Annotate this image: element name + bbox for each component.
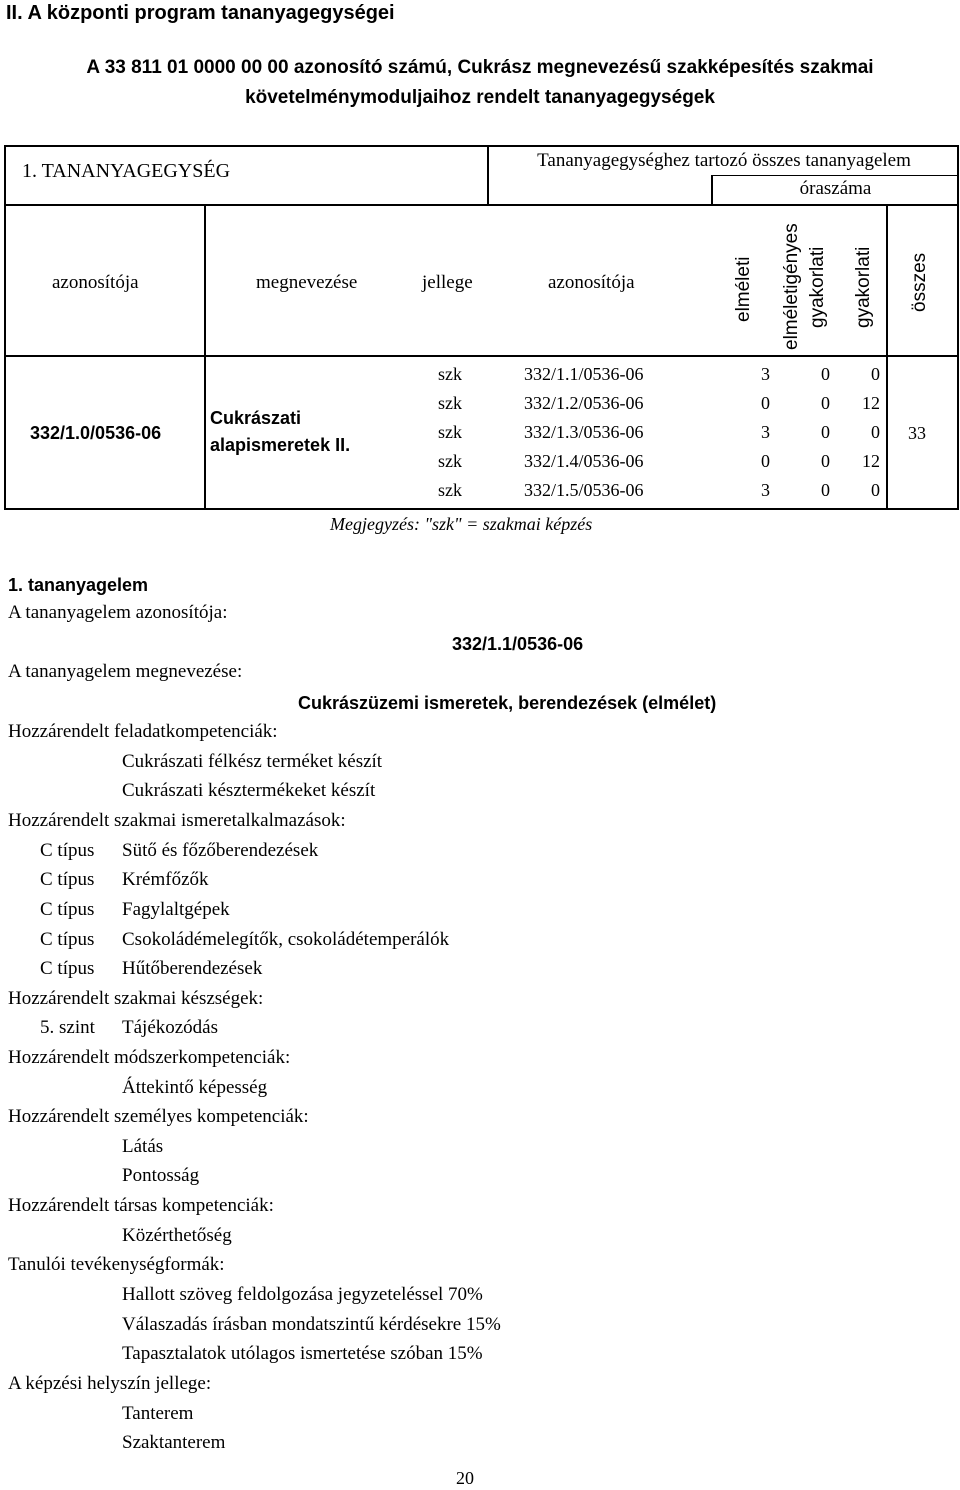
- unit-id: 332/1.0/0536-06: [30, 423, 162, 443]
- row-theory-practice: 0: [821, 480, 830, 500]
- activity-item: Tapasztalatok utólagos ismertetése szóban 15%: [122, 1343, 483, 1364]
- social-item: Közérthetőség: [122, 1225, 232, 1246]
- activity-item: Hallott szöveg feldolgozása jegyzeteléssel 70%: [122, 1284, 483, 1305]
- activity-item: Válaszadás írásban mondatszintű kérdésekre 15%: [122, 1314, 501, 1335]
- col-type: jellege: [422, 272, 473, 293]
- table-note: Megjegyzés: "szk" = szakmai képzés: [330, 514, 593, 534]
- skill-item: Tájékozódás: [122, 1017, 219, 1038]
- hours-heading: Tananyagegységhez tartozó összes tananyagelem: [537, 150, 911, 171]
- tasks-label: Hozzárendelt feladatkompetenciák:: [8, 721, 278, 742]
- col-element-id: azonosítója: [548, 272, 635, 293]
- knowledge-level: C típus: [40, 869, 95, 890]
- row-type: szk: [438, 451, 462, 471]
- row-theory-practice: 0: [821, 422, 830, 442]
- row-element-id: 332/1.2/0536-06: [524, 393, 644, 413]
- col-unit-id: azonosítója: [52, 272, 139, 293]
- element-heading: 1. tananyagelem: [8, 575, 149, 595]
- col-theory: elméleti: [733, 256, 754, 322]
- personal-item: Pontosság: [122, 1165, 200, 1186]
- row-type: szk: [438, 422, 462, 442]
- row-practice: 12: [862, 451, 880, 471]
- method-item: Áttekintő képesség: [122, 1077, 268, 1098]
- element-id-label: A tananyagelem azonosítója:: [8, 602, 228, 623]
- row-practice: 0: [871, 422, 880, 442]
- skill-level: 5. szint: [40, 1017, 95, 1038]
- row-theory: 0: [761, 451, 770, 471]
- subtitle-line-2: követelménymoduljaihoz rendelt tananyagegységek: [245, 87, 715, 108]
- col-total: összes: [909, 252, 930, 312]
- section-title: II. A központi program tananyagegységei: [6, 2, 395, 24]
- element-name-value: Cukrászüzemi ismeretek, berendezések (elmélet): [298, 693, 717, 713]
- element-name-label: A tananyagelem megnevezése:: [8, 661, 243, 682]
- personal-label: Hozzárendelt személyes kompetenciák:: [8, 1106, 309, 1127]
- location-item: Szaktanterem: [122, 1432, 226, 1453]
- unit-name-line-2: alapismeretek II.: [210, 435, 351, 455]
- page-number: 20: [456, 1468, 474, 1488]
- knowledge-level: C típus: [40, 929, 95, 950]
- hours-heading-sub: óraszáma: [799, 178, 872, 199]
- col-unit-name: megnevezése: [256, 272, 358, 293]
- row-type: szk: [438, 393, 462, 413]
- row-theory-practice: 0: [821, 393, 830, 413]
- unit-name-line-1: Cukrászati: [210, 408, 302, 428]
- row-theory-practice: 0: [821, 451, 830, 471]
- element-id-value: 332/1.1/0536-06: [452, 634, 584, 654]
- task-item: Cukrászati késztermékeket készít: [122, 780, 376, 801]
- task-item: Cukrászati félkész terméket készít: [122, 751, 383, 772]
- skills-label: Hozzárendelt szakmai készségek:: [8, 988, 264, 1009]
- knowledge-label: Hozzárendelt szakmai ismeretalkalmazások:: [8, 810, 346, 831]
- row-type: szk: [438, 480, 462, 500]
- row-theory: 3: [761, 480, 770, 500]
- location-label: A képzési helyszín jellege:: [8, 1373, 212, 1394]
- col-theory-practice-line2: gyakorlati: [807, 246, 828, 328]
- row-practice: 0: [871, 364, 880, 384]
- col-theory-practice-line1: elméletigényes: [781, 223, 802, 350]
- row-element-id: 332/1.5/0536-06: [524, 480, 644, 500]
- row-theory-practice: 0: [821, 364, 830, 384]
- col-practice: gyakorlati: [853, 246, 874, 328]
- social-label: Hozzárendelt társas kompetenciák:: [8, 1195, 274, 1216]
- unit-total: 33: [908, 423, 926, 443]
- row-element-id: 332/1.1/0536-06: [524, 364, 644, 384]
- knowledge-item: Krémfőzők: [122, 869, 209, 890]
- knowledge-level: C típus: [40, 899, 95, 920]
- activities-label: Tanulói tevékenységformák:: [8, 1254, 225, 1275]
- row-theory: 3: [761, 422, 770, 442]
- knowledge-level: C típus: [40, 958, 95, 979]
- location-item: Tanterem: [122, 1403, 194, 1424]
- row-theory: 0: [761, 393, 770, 413]
- row-practice: 12: [862, 393, 880, 413]
- subtitle-line-1: A 33 811 01 0000 00 00 azonosító számú, Cukrász megnevezésű szakképesítés szakmai: [86, 57, 874, 78]
- knowledge-item: Hűtőberendezések: [122, 958, 263, 979]
- unit-heading: 1. TANANYAGEGYSÉG: [22, 160, 231, 182]
- knowledge-level: C típus: [40, 840, 95, 861]
- knowledge-item: Sütő és főzőberendezések: [122, 840, 319, 861]
- knowledge-item: Csokoládémelegítők, csokoládétemperálók: [122, 929, 450, 950]
- row-element-id: 332/1.4/0536-06: [524, 451, 644, 471]
- row-theory: 3: [761, 364, 770, 384]
- method-label: Hozzárendelt módszerkompetenciák:: [8, 1047, 291, 1068]
- row-practice: 0: [871, 480, 880, 500]
- row-type: szk: [438, 364, 462, 384]
- row-element-id: 332/1.3/0536-06: [524, 422, 644, 442]
- personal-item: Látás: [122, 1136, 164, 1157]
- knowledge-item: Fagylaltgépek: [122, 899, 230, 920]
